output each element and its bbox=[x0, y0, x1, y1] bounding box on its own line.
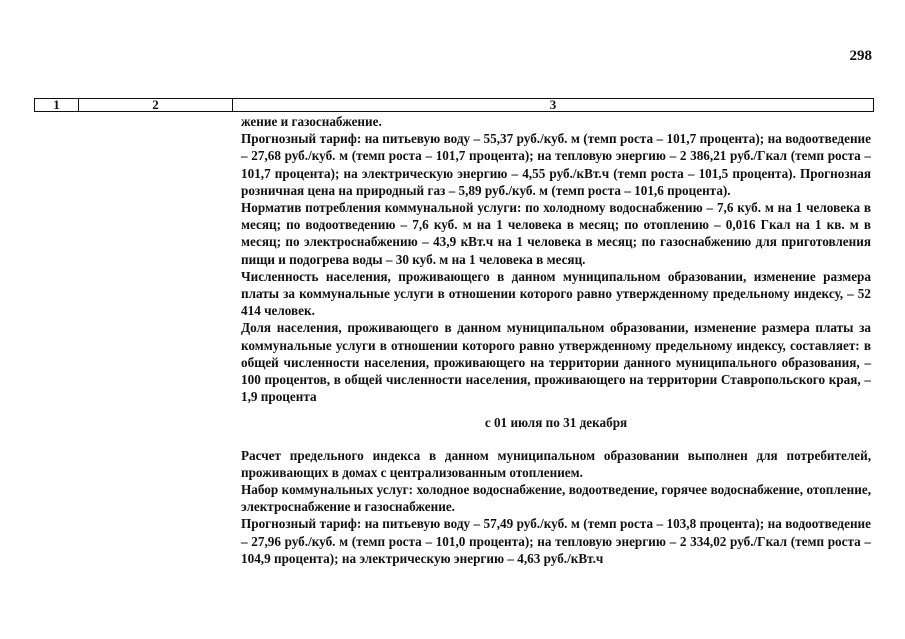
paragraph-forecast-tariff-2: Прогнозный тариф: на питьевую воду – 57,49 руб./куб. м (темп роста – 103,8 процента); на водоотведение – 27,96 руб./куб. м (темп роста – 101,0 процента); на тепловую энергию – 2 334,02 руб./Гкал (темп роста – 104,9 процента); на электрическую энергию – 4,63 руб./кВт.ч bbox=[241, 516, 871, 566]
paragraph-population-count: Численность населения, проживающего в данном муниципальном образовании, изменение размера платы за коммунальные услуги в отношении которого равно утвержденному предельному индексу, – 52 414 человек. bbox=[241, 268, 871, 319]
column-header-3: 3 bbox=[549, 97, 557, 112]
column-header-2: 2 bbox=[79, 99, 233, 111]
period-heading: с 01 июля по 31 декабря bbox=[484, 415, 628, 431]
paragraph-continuation: жение и газоснабжение. bbox=[241, 114, 382, 129]
paragraph-services-set: Набор коммунальных услуг: холодное водоснабжение, водоотведение, горячее водоснабжение, отопление, электроснабжение и газоснабжение. bbox=[241, 482, 871, 515]
document-body bbox=[241, 113, 871, 567]
paragraph-consumption-norm: Норматив потребления коммунальной услуги: по холодному водоснабжению – 7,6 куб. м на 1 человека в месяц; по водоотведению – 7,6 куб. м на 1 человека в месяц; по отоплению – 0,016 Гкал на 1 кв. м в месяц; по электроснабжению – 43,9 кВт.ч на 1 человека в месяц; по газоснабжению для приготовления пищи и подогрева воды – 30 куб. м на 1 человека в месяц. bbox=[241, 200, 871, 267]
page-number: 298 bbox=[849, 48, 872, 64]
table-header-row bbox=[34, 98, 874, 112]
paragraph-forecast-tariff: Прогнозный тариф: на питьевую воду – 55,37 руб./куб. м (темп роста – 101,7 процента); на водоотведение – 27,68 руб./куб. м (темп роста – 101,7 процента); на тепловую энергию – 2 386,21 руб./Гкал (темп роста – 101,7 процента); на электрическую энергию – 4,55 руб./кВт.ч (темп роста – 101,5 процента). Прогнозная розничная цена на природный газ – 5,89 руб./куб. м (темп роста – 101,6 процента). bbox=[241, 131, 871, 198]
paragraph-index-calculation: Расчет предельного индекса в данном муниципальном образовании выполнен для потребителей, проживающих в домах с централизованным отоплением. bbox=[241, 447, 871, 480]
paragraph-population-share: Доля населения, проживающего в данном муниципальном образовании, изменение размера платы за коммунальные услуги в отношении которого равно утвержденному предельному индексу, составляет: в общей численности населения, проживающего на территории данного муниципального образования, – 100 процентов, в общей численности населения, проживающего на территории Ставропольского края, – 1,9 процента bbox=[241, 320, 871, 405]
column-header-1: 1 bbox=[35, 99, 79, 111]
